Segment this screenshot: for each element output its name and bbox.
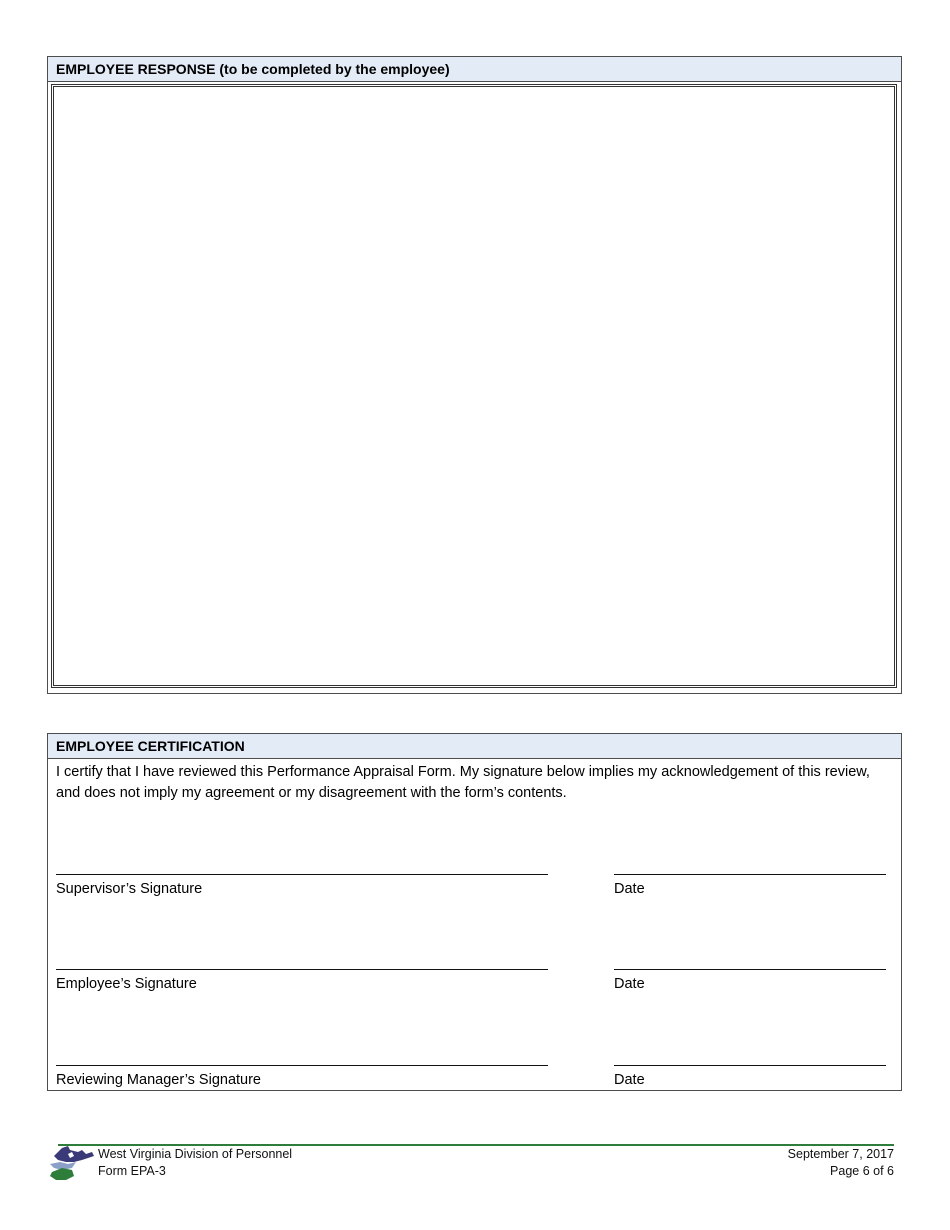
employee-response-section — [47, 56, 902, 694]
manager-signature-line[interactable] — [56, 1065, 548, 1066]
employee-certification-header: EMPLOYEE CERTIFICATION — [48, 734, 901, 759]
supervisor-signature-label: Supervisor’s Signature — [56, 881, 203, 897]
supervisor-signature-line[interactable] — [56, 874, 548, 875]
employee-signature-label: Employee’s Signature — [56, 976, 197, 992]
footer-date: September 7, 2017 — [787, 1147, 894, 1161]
manager-date-label: Date — [614, 1072, 645, 1088]
footer-org: West Virginia Division of Personnel — [98, 1147, 293, 1161]
supervisor-date-label: Date — [614, 881, 645, 897]
employee-certification-section — [47, 733, 902, 1091]
employee-response-textarea[interactable] — [51, 84, 897, 688]
manager-date-line[interactable] — [614, 1065, 886, 1066]
certification-statement: I certify that I have reviewed this Performance Appraisal Form. My signature below implies my acknowledgement of this review, and does not imply my agreement or my disagreement with the form’s contents. — [56, 764, 870, 801]
employee-response-header: EMPLOYEE RESPONSE (to be completed by the employee) — [48, 57, 901, 82]
employee-date-label: Date — [614, 976, 645, 992]
footer-page: Page 6 of 6 — [830, 1164, 894, 1178]
supervisor-date-line[interactable] — [614, 874, 886, 875]
footer-form: Form EPA-3 — [98, 1164, 166, 1178]
footer-right — [788, 1146, 894, 1180]
footer-left — [98, 1146, 292, 1180]
manager-signature-label: Reviewing Manager’s Signature — [56, 1072, 261, 1088]
employee-date-line[interactable] — [614, 969, 886, 970]
wv-personnel-logo-icon — [48, 1144, 96, 1182]
employee-signature-line[interactable] — [56, 969, 548, 970]
